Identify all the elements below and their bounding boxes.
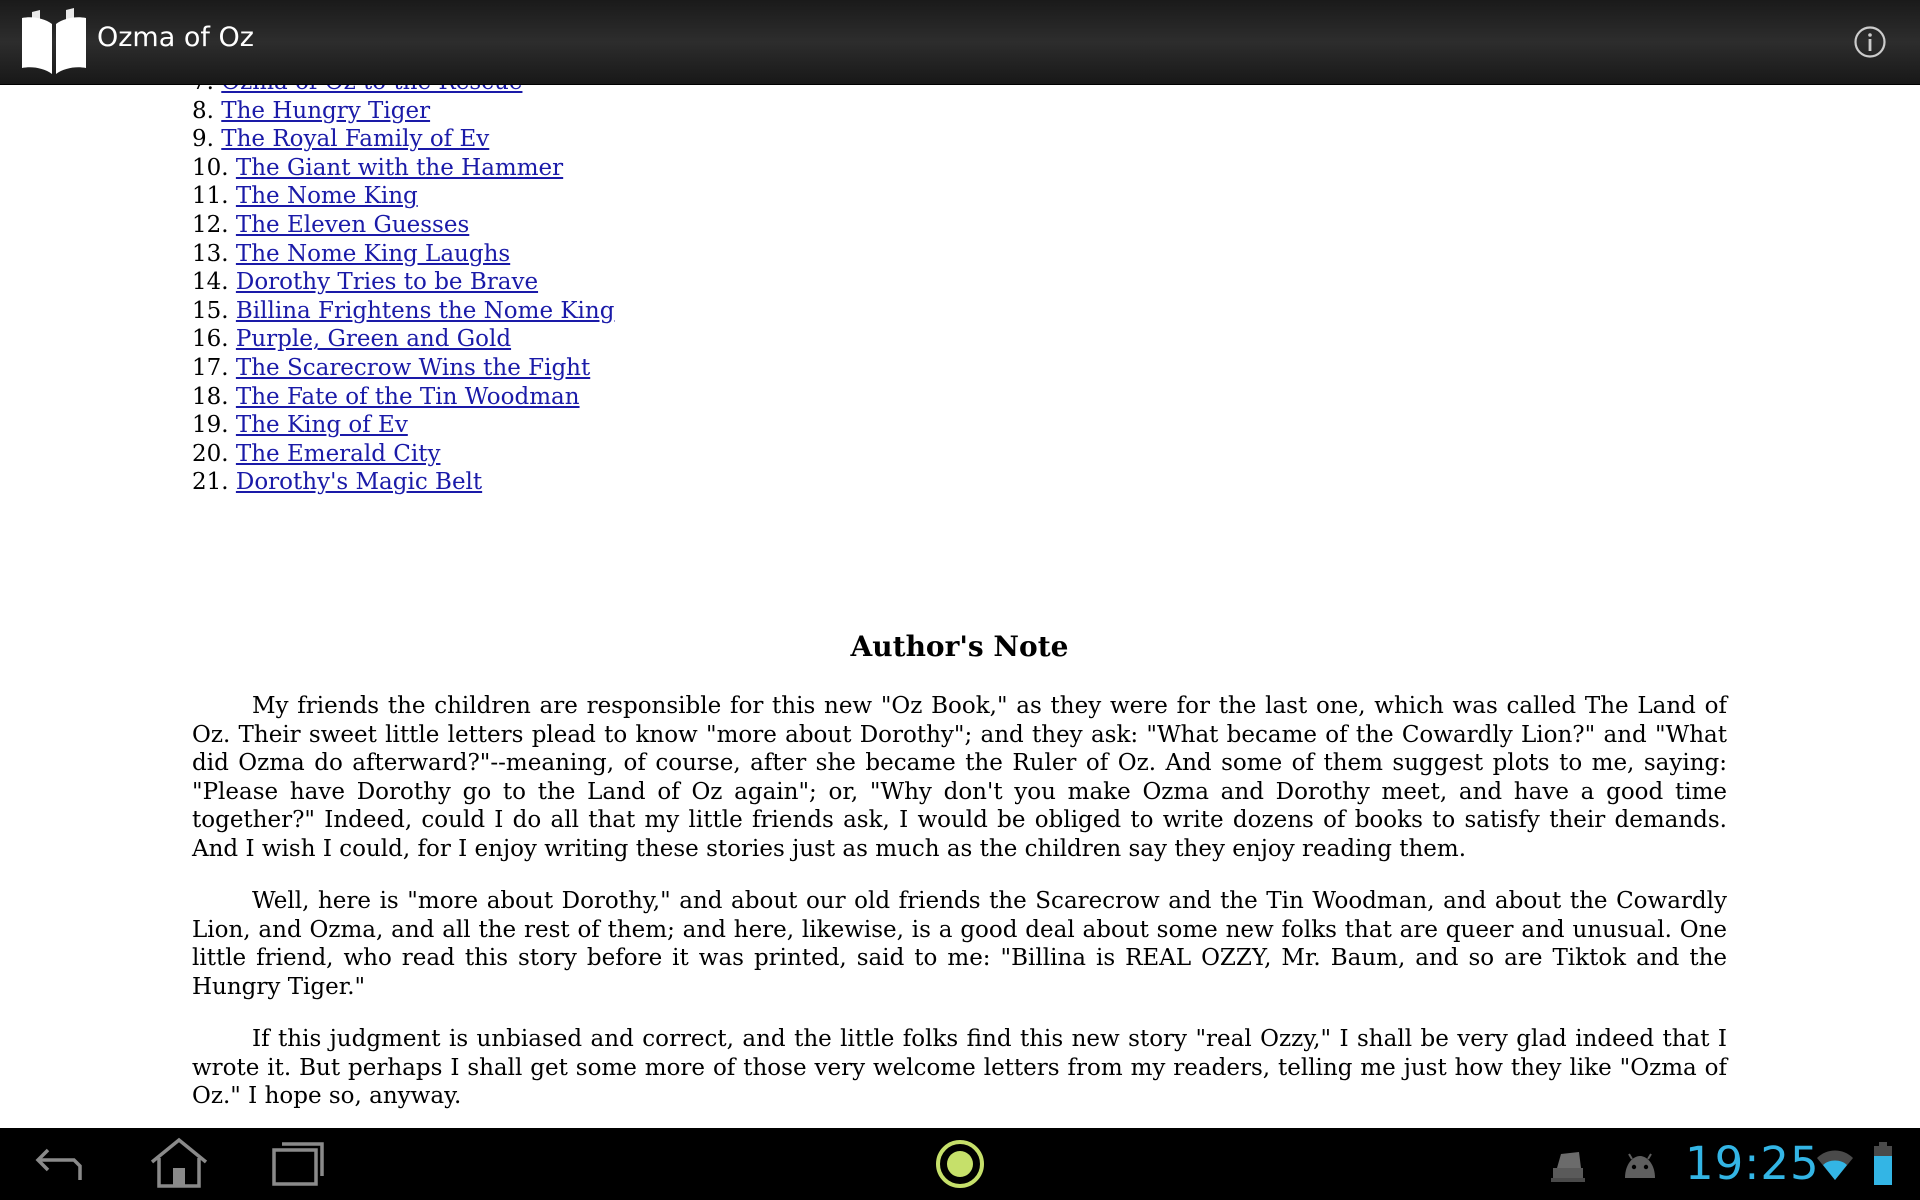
toc-item xyxy=(192,268,1752,297)
toc-item xyxy=(192,97,1752,126)
toc-link[interactable]: Dorothy Tries to be Brave xyxy=(235,269,539,296)
book-content[interactable] xyxy=(0,84,1920,1128)
toc-item xyxy=(192,125,1752,154)
toc-link[interactable]: The Nome King Laughs xyxy=(235,240,511,267)
toc-number: 19. xyxy=(192,412,229,439)
info-icon[interactable] xyxy=(1853,25,1887,59)
toc-link[interactable]: Billina Frightens the Nome King xyxy=(235,297,615,324)
toc-link[interactable]: The Emerald City xyxy=(235,440,441,467)
back-icon[interactable] xyxy=(34,1140,86,1192)
toc-item xyxy=(192,154,1752,183)
toc-number: 8. xyxy=(192,97,214,124)
action-bar xyxy=(0,0,1920,85)
toc-number: 9. xyxy=(192,126,214,153)
toc-item xyxy=(192,440,1752,469)
toc-number: 20. xyxy=(192,440,229,467)
toc-number: 13. xyxy=(192,240,229,267)
toc-number: 15. xyxy=(192,297,229,324)
author-note-paragraph: If this judgment is unbiased and correct, and the little folks find this new story "real Ozzy," I shall be very glad indeed that I wrote it. But perhaps I shall get some more of those very welcome letters from my readers, telling me just how they like "Ozma of Oz." I hope so, anyway. xyxy=(192,1026,1727,1110)
toc-item xyxy=(192,325,1752,354)
toc-number: 14. xyxy=(192,269,229,296)
toc-item xyxy=(192,297,1752,326)
battery-icon xyxy=(1873,1142,1893,1190)
toc-link[interactable]: The Giant with the Hammer xyxy=(235,154,564,181)
toc-number: 11. xyxy=(192,183,229,210)
author-note-heading: Author's Note xyxy=(850,630,1069,663)
toc-link[interactable]: Purple, Green and Gold xyxy=(235,326,512,353)
toc-item xyxy=(192,468,1752,497)
system-navigation-bar xyxy=(0,1128,1920,1200)
toc-number: 17. xyxy=(192,354,229,381)
table-of-contents xyxy=(192,68,1752,497)
status-clock: 19:25 xyxy=(1685,1137,1820,1190)
app-indicator-icon[interactable] xyxy=(934,1138,986,1194)
toc-link[interactable]: The Nome King xyxy=(235,183,418,210)
toc-item xyxy=(192,411,1752,440)
app-title: Ozma of Oz xyxy=(97,22,254,53)
toc-item xyxy=(192,211,1752,240)
toc-number: 21. xyxy=(192,469,229,496)
recent-apps-icon[interactable] xyxy=(270,1140,326,1192)
toc-number: 12. xyxy=(192,211,229,238)
toc-number: 16. xyxy=(192,326,229,353)
toc-link[interactable]: The Eleven Guesses xyxy=(235,211,470,238)
toc-number: 10. xyxy=(192,154,229,181)
toc-item xyxy=(192,240,1752,269)
author-note-paragraph: Well, here is "more about Dorothy," and about our old friends the Scarecrow and the Tin Woodman, and about the Cowardly Lion, and Ozma, and all the rest of them; and here, likewise, is a good deal about some new folks that are queer and unusual. One little friend, who read this story before it was printed, said to me: "Billina is REAL OZZY, Mr. Baum, and so are Tiktok and the Hungry Tiger." xyxy=(192,888,1727,1000)
toc-link[interactable]: Dorothy's Magic Belt xyxy=(235,469,483,496)
toc-number: 18. xyxy=(192,383,229,410)
toc-item xyxy=(192,182,1752,211)
toc-link[interactable]: The Royal Family of Ev xyxy=(221,126,490,153)
wifi-icon xyxy=(1815,1146,1855,1186)
toc-item xyxy=(192,383,1752,412)
android-debug-icon[interactable] xyxy=(1621,1152,1659,1184)
toc-link[interactable]: The King of Ev xyxy=(235,412,408,439)
toc-link[interactable]: The Scarecrow Wins the Fight xyxy=(235,354,591,381)
home-icon[interactable] xyxy=(148,1136,210,1194)
toc-link[interactable]: The Fate of the Tin Woodman xyxy=(235,383,580,410)
toc-link[interactable]: The Hungry Tiger xyxy=(221,97,431,124)
toc-item xyxy=(192,354,1752,383)
author-note-paragraph: My friends the children are responsible for this new "Oz Book," as they were for the last one, which was called The Land of Oz. Their sweet little letters plead to know "more about Dorothy"; and they ask: "What became of the Cowardly Lion?" and "What did Ozma do afterward?"--meaning, of course, after she became the Ruler of Oz. And some of them suggest plots to me, saying: "Please have Dorothy go to the Land of Oz again"; or, "Why don't you make Ozma and Dorothy meet, and have a good time together?" Indeed, could I do all that my little friends ask, I would be obliged to write dozens of books to satisfy their demands. And I wish I could, for I enjoy writing these stories just as much as the children say they enjoy reading them. xyxy=(192,693,1727,862)
notification-icon[interactable] xyxy=(1551,1150,1587,1188)
open-book-icon[interactable] xyxy=(18,8,90,76)
